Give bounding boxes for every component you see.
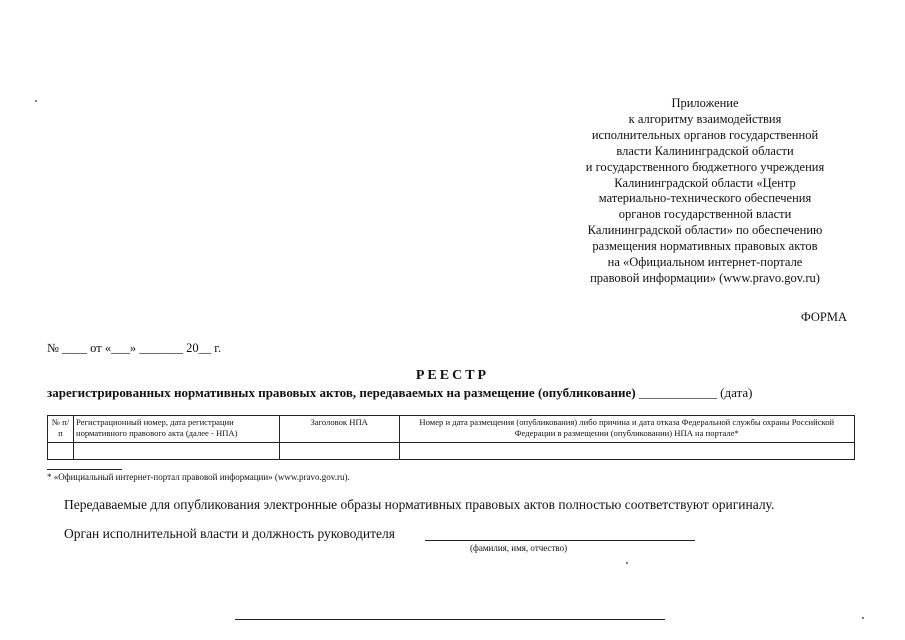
appendix-line: на «Официальном интернет-портале	[607, 255, 803, 270]
conformity-statement: Передаваемые для опубликования электронные образы нормативных правовых актов полностью соответствуют оригиналу.	[64, 497, 775, 512]
registry-title: РЕЕСТР	[415, 368, 490, 383]
table-cell	[48, 443, 74, 460]
signature-label: Орган исполнительной власти и должность руководителя	[64, 526, 395, 541]
registry-subtitle-text: зарегистрированных нормативных правовых актов, передаваемых на размещение (опубликование)	[47, 385, 636, 400]
document-number-line: № ____ от «___» _______ 20__ г.	[47, 341, 222, 355]
scan-speck	[862, 617, 864, 619]
appendix-line: правовой информации» (www.pravo.gov.ru)	[590, 270, 820, 285]
appendix-block	[560, 96, 850, 287]
appendix-line: размещения нормативных правовых актов	[592, 239, 818, 254]
appendix-line: к алгоритму взаимодействия	[628, 111, 782, 126]
appendix-line: Приложение	[671, 96, 739, 110]
appendix-line: исполнительных органов государственной	[591, 127, 819, 142]
scan-speck	[35, 100, 37, 102]
appendix-line: и государственного бюджетного учреждения	[585, 159, 825, 174]
column-header-number: № п/п	[48, 416, 74, 443]
footnote: * «Официальный интернет-портал правовой информации» (www.pravo.gov.ru).	[47, 472, 350, 482]
table-cell	[279, 443, 399, 460]
column-header-registration: Регистрационный номер, дата регистрации нормативного правового акта (далее - НПА)	[73, 416, 279, 443]
signature-line	[425, 540, 695, 541]
form-label: ФОРМА	[800, 310, 847, 324]
table-cell	[399, 443, 854, 460]
column-header-publication: Номер и дата размещения (опубликования) либо причина и дата отказа Федеральной службы охраны Российской Федерации в размещении (опубликовании) НПА на портале*	[399, 416, 854, 443]
bottom-divider	[235, 619, 665, 620]
registry-date-field: ____________ (дата)	[638, 385, 753, 400]
table-cell	[73, 443, 279, 460]
table-header-row	[48, 416, 855, 443]
appendix-line: Калининградской области «Центр	[614, 175, 796, 190]
signature-hint: (фамилия, имя, отчество)	[470, 543, 568, 553]
table-row	[48, 443, 855, 460]
footnote-divider	[47, 469, 122, 470]
appendix-line: Калининградской области» по обеспечению	[587, 223, 823, 238]
registry-subtitle	[47, 385, 752, 401]
scan-speck	[626, 562, 628, 564]
registry-table	[47, 415, 855, 460]
appendix-line: материально-технического обеспечения	[598, 191, 812, 206]
column-header-title: Заголовок НПА	[279, 416, 399, 443]
appendix-line: органов государственной власти	[618, 207, 792, 222]
appendix-line: власти Калининградской области	[616, 143, 794, 158]
